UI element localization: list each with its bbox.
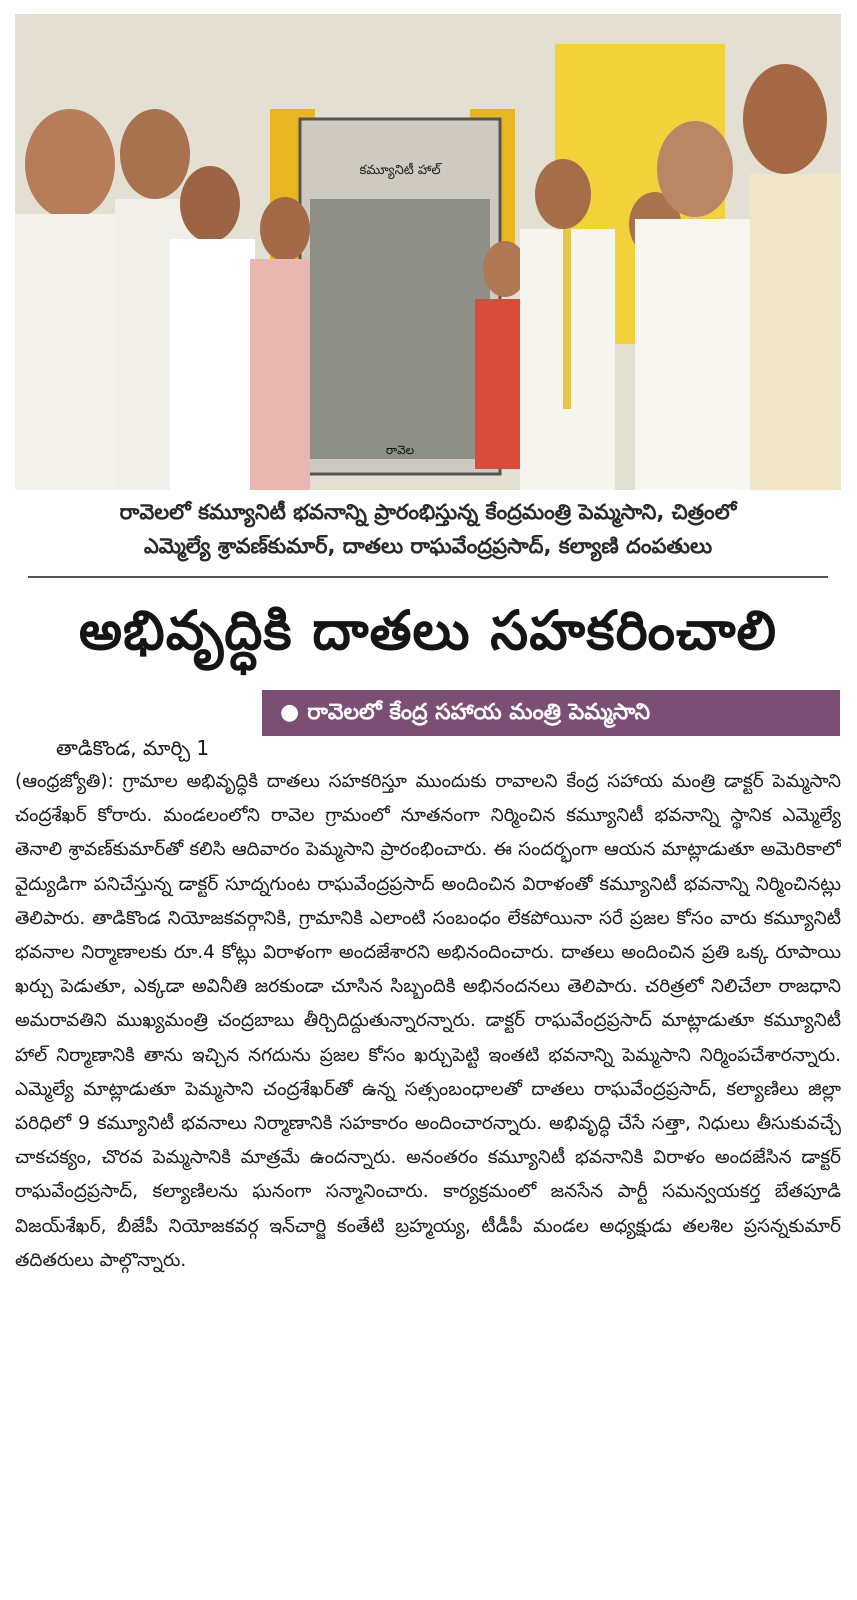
headline: అభివృద్ధికి దాతలు సహకరించాలి: [78, 599, 778, 662]
caption-divider: [28, 576, 828, 578]
photo-caption: [15, 495, 841, 563]
plaque-stone: [310, 199, 490, 459]
article-body: [15, 765, 841, 1595]
dateline: తాడికొండ, మార్చి 1: [56, 736, 210, 760]
caption-line-1: రావెలలో కమ్యూనిటీ భవనాన్ని ప్రారంభిస్తున్న కేంద్రమంత్రి పెమ్మసాని, చిత్రంలో: [119, 500, 737, 524]
bullet-icon: ●: [280, 700, 300, 725]
subheadline-banner: [262, 690, 840, 736]
plaque-title: కమ్యూనిటీ హాల్: [359, 163, 441, 178]
caption-line-2: ఎమ్మెల్యే శ్రావణ్‌కుమార్, దాతలు రాఘవేంద్రప్రసాద్, కల్యాణి దంపతులు: [143, 534, 713, 558]
plaque-footer: రావెల: [385, 443, 415, 457]
article-paragraph: (ఆంధ్రజ్యోతి): గ్రామాల అభివృద్ధికి దాతలు సహకరిస్తూ ముందుకు రావాలని కేంద్ర సహాయ మంత్రి డాక్టర్ పెమ్మసాని చంద్రశేఖర్ కోరారు. మండలంలోని రావెల గ్రామంలో నూతనంగా నిర్మించిన కమ్యూనిటీ భవనాన్ని స్థానిక ఎమ్మెల్యే తెనాలి శ్రావణ్‌కుమార్‌తో కలిసి ఆదివారం పెమ్మసాని ప్రారంభించారు. ఈ సందర్భంగా ఆయన మాట్లాడుతూ అమెరికాలో వైద్యుడిగా పనిచేస్తున్న డాక్టర్ సూద్నగుంట రాఘవేంద్రప్రసాద్ అందించిన విరాళంతో కమ్యూనిటీ భవనాన్ని నిర్మించినట్లు తెలిపారు. తాడికొండ నియోజకవర్గానికి, గ్రామానికి ఎలాంటి సంబంధం లేకపోయినా సరే ప్రజల కోసం వారు కమ్యూనిటీ భవనాల నిర్మాణాలకు రూ.4 కోట్లు విరాళంగా అందజేశారని అభినందించారు. దాతలు అందించిన ప్రతి ఒక్క రూపాయి ఖర్చు పెడుతూ, ఎక్కడా అవినీతి జరకుండా చూసిన సిబ్బందికి అభినందనలు తెలిపారు. చరిత్రలో నిలిచేలా రాజధాని అమరావతిని ముఖ్యమంత్రి చంద్రబాబు తీర్చిదిద్దుతున్నారన్నారు. డాక్టర్ రాఘవేంద్రప్రసాద్ మాట్లాడుతూ కమ్యూనిటీ హాల్ నిర్మాణానికి తాను ఇచ్చిన నగదును ప్రజల కోసం ఖర్చుపెట్టి ఇంతటి భవనాన్ని పెమ్మసాని నిర్మింపచేశారన్నారు. ఎమ్మెల్యే మాట్లాడుతూ పెమ్మసాని చంద్రశేఖర్‌తో ఉన్న సత్సంబంధాలతో దాతలు రాఘవేంద్రప్రసాద్, కల్యాణిలు జిల్లా పరిధిలో 9 కమ్యూనిటీ భవనాలు నిర్మాణానికి సహకారం అందించారన్నారు. అభివృద్ధి చేసే సత్తా, నిధులు తీసుకువచ్చే చాకచక్యం, చొరవ పెమ్మసానికి మాత్రమే ఉందన్నారు. అనంతరం కమ్యూనిటీ భవనానికి విరాళం అందజేసిన డాక్టర్ రాఘవేంద్రప్రసాద్, కల్యాణిలను ఘనంగా సన్మానించారు. కార్యక్రమంలో జనసేన పార్టీ సమన్వయకర్త బేతపూడి విజయ్‌శేఖర్, బీజేపీ నియోజకవర్గ ఇన్‌చార్జి కంతేటి బ్రహ్మయ్య, టీడీపీ మండల అధ్యక్షుడు తలశిల ప్రసన్నకుమార్ తదితరులు పాల్గొన్నారు.: [15, 771, 841, 1271]
subheadline-text: రావెలలో కేంద్ర సహాయ మంత్రి పెమ్మసాని: [307, 700, 651, 725]
inauguration-photo-illustration: [15, 14, 841, 490]
news-photo: [15, 14, 841, 490]
